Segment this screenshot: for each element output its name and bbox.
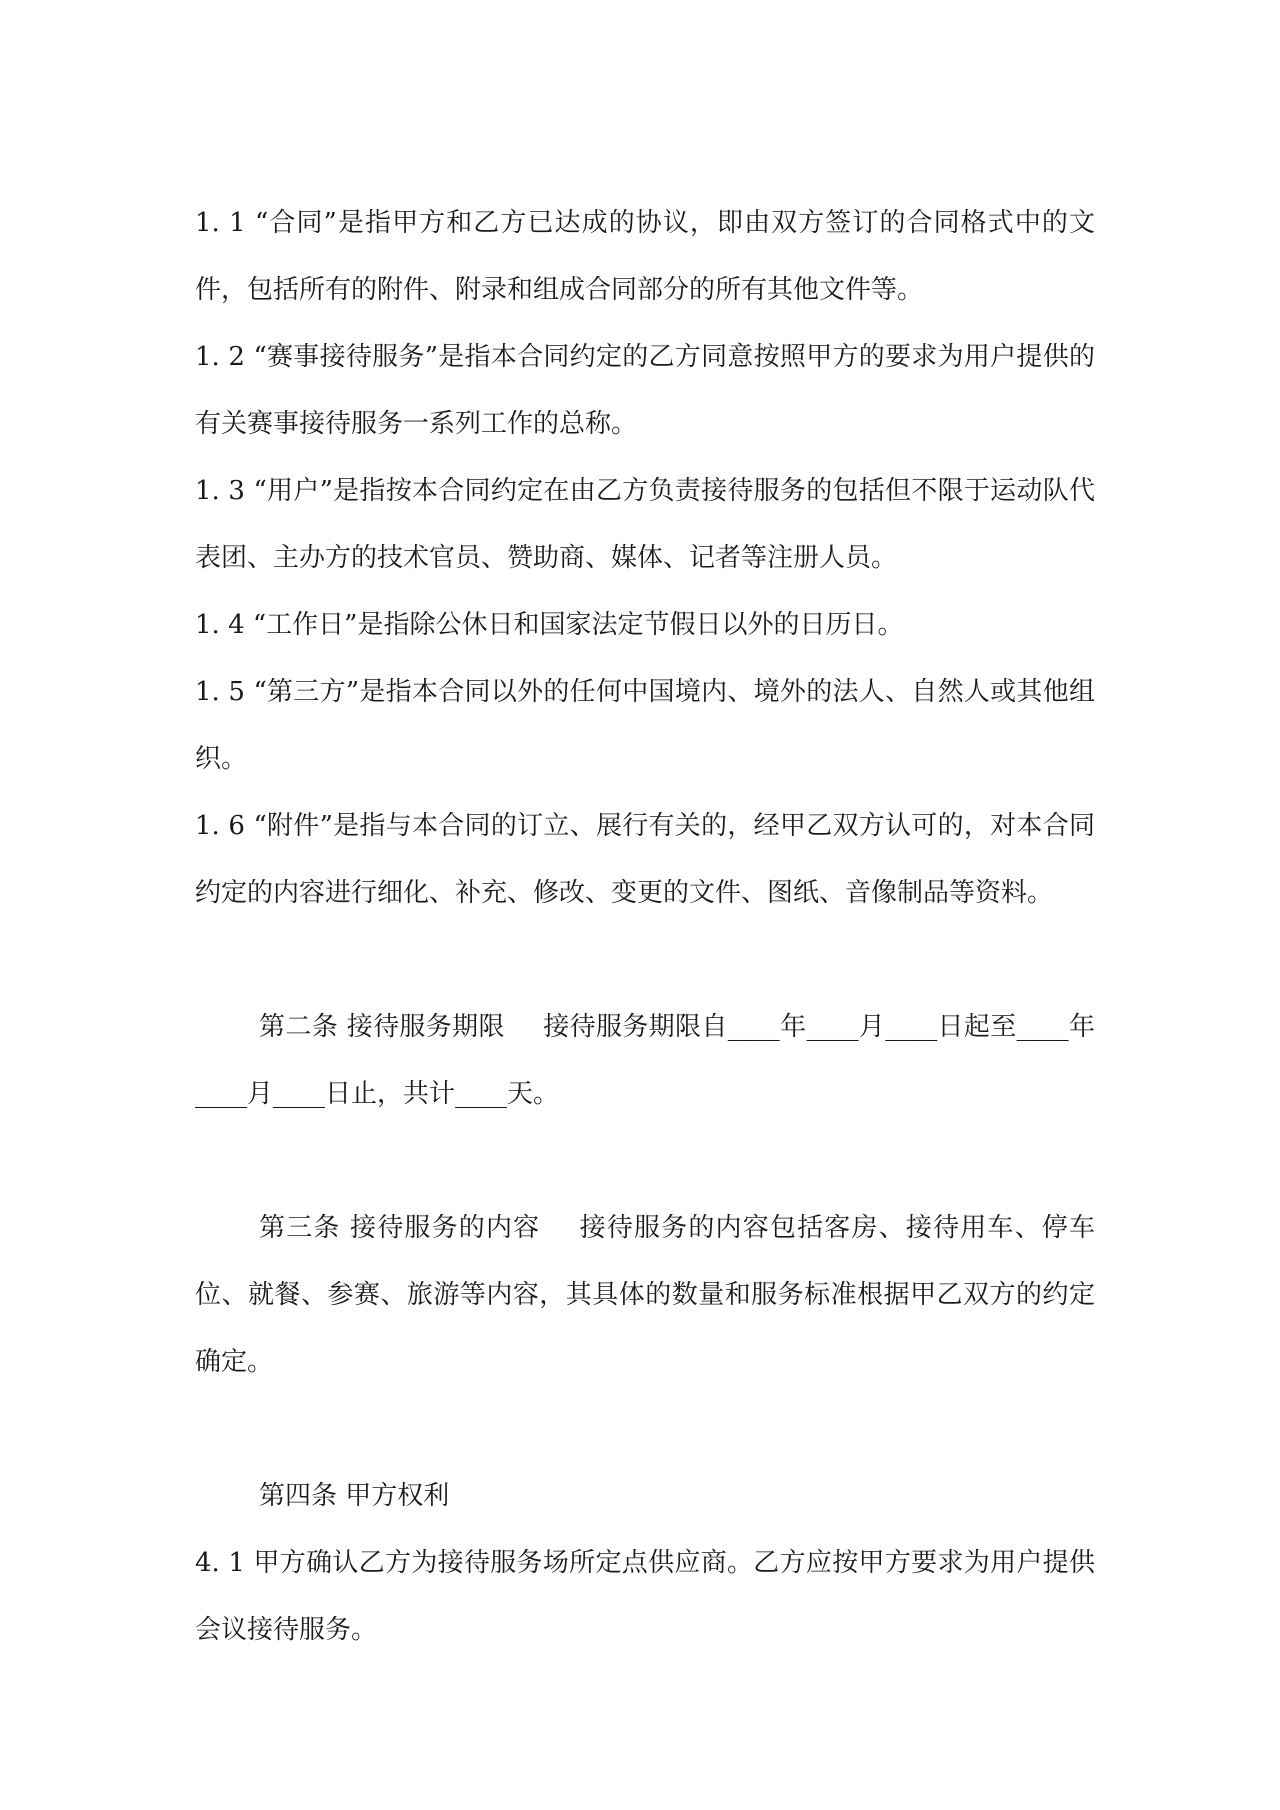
article-2-body: 接待服务期限自____年____月____日起至____年____月____日止，共计____天。	[195, 1012, 1095, 1109]
definition-1-3: 1. 3 “用户”是指按本合同约定在由乙方负责接待服务的包括但不限于运动队代表团、主办方的技术官员、赞助商、媒体、记者等注册人员。	[195, 476, 1095, 573]
article-3	[195, 1195, 1095, 1396]
article-2-heading: 第二条 接待服务期限	[259, 1012, 505, 1042]
definition-1-5: 1. 5 “第三方”是指本合同以外的任何中国境内、境外的法人、自然人或其他组织。	[195, 677, 1095, 774]
definition-1-4: 1. 4 “工作日”是指除公休日和国家法定节假日以外的日历日。	[195, 610, 904, 640]
article-3-heading: 第三条 接待服务的内容	[259, 1213, 541, 1243]
article-2	[195, 994, 1095, 1128]
article-3-body: 接待服务的内容包括客房、接待用车、停车位、就餐、参赛、旅游等内容，其具体的数量和服务标准根据甲乙双方的约定确定。	[195, 1213, 1095, 1377]
section-spacer	[195, 1128, 1095, 1195]
document-body	[195, 190, 1095, 1664]
definition-1-2: 1. 2 “赛事接待服务”是指本合同约定的乙方同意按照甲方的要求为用户提供的有关赛事接待服务一系列工作的总称。	[195, 342, 1095, 439]
section-spacer	[195, 1396, 1095, 1463]
clause-4-1: 4. 1 甲方确认乙方为接待服务场所定点供应商。乙方应按甲方要求为用户提供会议接待服务。	[195, 1548, 1095, 1645]
section-spacer	[195, 927, 1095, 994]
definition-1-1: 1. 1 “合同”是指甲方和乙方已达成的协议，即由双方签订的合同格式中的文件，包括所有的附件、附录和组成合同部分的所有其他文件等。	[195, 208, 1095, 305]
article-4-heading: 第四条 甲方权利	[259, 1481, 450, 1511]
definition-1-6: 1. 6 “附件”是指与本合同的订立、展行有关的，经甲乙双方认可的，对本合同约定的内容进行细化、补充、修改、变更的文件、图纸、音像制品等资料。	[195, 811, 1095, 908]
